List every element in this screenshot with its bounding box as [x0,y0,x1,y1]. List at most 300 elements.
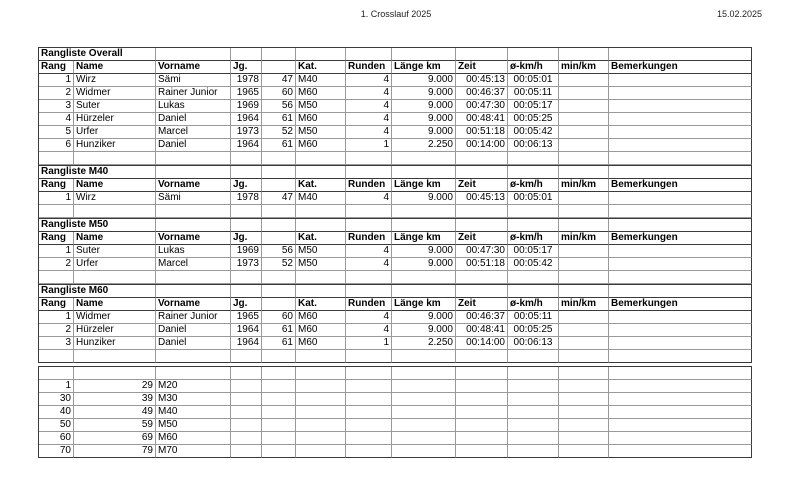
cell-kat: M60 [296,337,346,350]
cell-laenge-km: 9.000 [392,311,456,324]
result-row [39,245,752,258]
cell-zeit: 00:45:13 [456,74,508,87]
empty-cell [296,350,346,363]
empty-cell [456,271,508,284]
cell-rang: 6 [39,139,74,152]
empty-cell [392,271,456,284]
cell-category: M30 [156,393,231,406]
empty-cell [559,380,609,393]
cell-laenge-km: 9.000 [392,87,456,100]
table-title-row [39,284,752,298]
header-avg-pace: ø-km/h [508,179,559,192]
empty-cell [346,406,392,419]
cell-laenge-km: 9.000 [392,126,456,139]
empty-cell [296,219,346,232]
cell-name: Hürzeler [74,324,156,337]
empty-cell [508,393,559,406]
header-zeit: Zeit [456,298,508,311]
cell-avg-pace: 00:05:17 [508,245,559,258]
empty-cell [559,350,609,363]
empty-cell [508,48,559,61]
cell-laenge-km: 9.000 [392,324,456,337]
table-title-row [39,48,752,61]
cell-alter: 61 [262,324,296,337]
empty-cell [392,219,456,232]
empty-cell [559,406,609,419]
header-name: Name [74,179,156,192]
header-jg: Jg. [231,298,262,311]
cell-age-from: 30 [39,393,74,406]
empty-cell [609,445,752,458]
cell-zeit: 00:51:18 [456,126,508,139]
cell-name: Hürzeler [74,113,156,126]
empty-cell [346,152,392,165]
cell-vorname: Sämi [156,192,231,205]
cell-bemerkungen [609,192,752,205]
cell-rang: 2 [39,258,74,271]
empty-cell [296,271,346,284]
empty-cell [508,380,559,393]
cell-rang: 2 [39,324,74,337]
header-min-km: min/km [559,232,609,245]
cell-rang: 1 [39,192,74,205]
cell-jg: 1978 [231,192,262,205]
empty-cell [231,432,262,445]
header-avg-pace: ø-km/h [508,61,559,74]
empty-cell [262,219,296,232]
empty-cell [559,393,609,406]
empty-cell [296,166,346,179]
empty-cell [392,205,456,218]
empty-cell [559,445,609,458]
empty-cell [39,205,74,218]
empty-cell [39,152,74,165]
cell-avg-pace: 00:05:25 [508,324,559,337]
empty-cell [609,393,752,406]
empty-cell [296,432,346,445]
empty-cell [559,152,609,165]
cell-kat: M60 [296,311,346,324]
empty-cell [456,285,508,298]
empty-cell [262,393,296,406]
empty-cell [508,367,559,380]
cell-kat: M50 [296,126,346,139]
empty-cell [456,219,508,232]
empty-cell [346,285,392,298]
cell-jg: 1964 [231,139,262,152]
header-jg: Jg. [231,179,262,192]
cell-kat: M40 [296,74,346,87]
empty-cell [456,380,508,393]
empty-cell [456,367,508,380]
empty-cell [456,48,508,61]
cell-zeit: 00:47:30 [456,245,508,258]
header-vorname: Vorname [156,232,231,245]
header-bemerkungen: Bemerkungen [609,179,752,192]
cell-min-km [559,311,609,324]
cell-name: Widmer [74,87,156,100]
header-alter [262,232,296,245]
cell-laenge-km: 9.000 [392,74,456,87]
category-row [39,432,752,445]
empty-cell [346,350,392,363]
cell-kat: M60 [296,113,346,126]
cell-laenge-km: 2.250 [392,337,456,350]
empty-cell [231,419,262,432]
table-title: Rangliste M40 [39,166,156,179]
cell-age-from: 1 [39,380,74,393]
separator-row [39,367,752,380]
header-vorname: Vorname [156,179,231,192]
empty-cell [456,432,508,445]
empty-cell [262,48,296,61]
empty-cell [156,166,231,179]
cell-laenge-km: 9.000 [392,258,456,271]
cell-alter: 56 [262,245,296,258]
category-row [39,419,752,432]
cell-kat: M50 [296,258,346,271]
header-jg: Jg. [231,232,262,245]
category-row [39,380,752,393]
cell-avg-pace: 00:06:13 [508,139,559,152]
cell-jg: 1973 [231,126,262,139]
empty-cell [346,166,392,179]
empty-cell [456,152,508,165]
table-title: Rangliste M60 [39,285,156,298]
cell-alter: 61 [262,337,296,350]
empty-cell [296,393,346,406]
header-kat: Kat. [296,232,346,245]
empty-cell [231,219,262,232]
empty-cell [39,271,74,284]
header-rang: Rang [39,298,74,311]
cell-bemerkungen [609,245,752,258]
empty-cell [231,48,262,61]
result-row [39,87,752,100]
empty-cell [346,380,392,393]
header-min-km: min/km [559,61,609,74]
result-row [39,311,752,324]
cell-vorname: Lukas [156,245,231,258]
cell-jg: 1978 [231,74,262,87]
cell-alter: 52 [262,258,296,271]
empty-cell [231,367,262,380]
cell-runden: 4 [346,311,392,324]
header-bemerkungen: Bemerkungen [609,298,752,311]
empty-cell [508,350,559,363]
header-zeit: Zeit [456,179,508,192]
table-title-row [39,165,752,179]
empty-cell [39,367,74,380]
cell-min-km [559,258,609,271]
empty-cell [156,271,231,284]
empty-cell [609,48,752,61]
empty-cell [262,380,296,393]
empty-cell [39,350,74,363]
cell-kat: M60 [296,87,346,100]
cell-category: M70 [156,445,231,458]
cell-zeit: 00:48:41 [456,113,508,126]
cell-runden: 4 [346,74,392,87]
empty-cell [392,406,456,419]
document-title: 1. Crosslauf 2025 [360,9,432,19]
empty-cell [609,219,752,232]
empty-cell [262,350,296,363]
header-rang: Rang [39,232,74,245]
empty-cell [559,432,609,445]
header-avg-pace: ø-km/h [508,298,559,311]
empty-cell [156,367,231,380]
cell-age-to: 69 [74,432,156,445]
cell-jg: 1965 [231,311,262,324]
cell-vorname: Daniel [156,324,231,337]
cell-avg-pace: 00:05:11 [508,87,559,100]
result-row [39,192,752,205]
empty-cell [508,166,559,179]
cell-runden: 4 [346,87,392,100]
cell-name: Widmer [74,311,156,324]
cell-jg: 1964 [231,324,262,337]
cell-jg: 1969 [231,100,262,113]
cell-avg-pace: 00:05:01 [508,192,559,205]
header-laenge-km: Länge km [392,61,456,74]
empty-cell [346,393,392,406]
cell-runden: 4 [346,245,392,258]
cell-bemerkungen [609,113,752,126]
cell-kat: M40 [296,192,346,205]
cell-age-to: 29 [74,380,156,393]
cell-avg-pace: 00:05:01 [508,74,559,87]
header-min-km: min/km [559,179,609,192]
cell-vorname: Daniel [156,139,231,152]
cell-runden: 4 [346,100,392,113]
empty-cell [231,445,262,458]
result-row [39,100,752,113]
cell-category: M60 [156,432,231,445]
result-row [39,324,752,337]
empty-cell [456,445,508,458]
empty-cell [231,205,262,218]
header-runden: Runden [346,179,392,192]
category-row [39,445,752,458]
empty-cell [346,432,392,445]
header-kat: Kat. [296,298,346,311]
empty-cell [346,205,392,218]
empty-cell [296,406,346,419]
cell-alter: 61 [262,139,296,152]
empty-cell [346,367,392,380]
cell-bemerkungen [609,139,752,152]
cell-alter: 47 [262,74,296,87]
empty-cell [559,419,609,432]
cell-avg-pace: 00:05:42 [508,258,559,271]
header-rang: Rang [39,179,74,192]
empty-cell [262,271,296,284]
separator-row [39,205,752,218]
cell-zeit: 00:45:13 [456,192,508,205]
cell-min-km [559,324,609,337]
cell-name: Suter [74,100,156,113]
cell-zeit: 00:47:30 [456,100,508,113]
cell-avg-pace: 00:05:17 [508,100,559,113]
cell-name: Wirz [74,74,156,87]
empty-cell [609,432,752,445]
cell-vorname: Lukas [156,100,231,113]
result-row [39,258,752,271]
empty-cell [456,393,508,406]
cell-min-km [559,113,609,126]
cell-jg: 1964 [231,337,262,350]
empty-cell [296,152,346,165]
cell-zeit: 00:14:00 [456,139,508,152]
table-header-row [39,61,752,74]
empty-cell [262,367,296,380]
empty-cell [156,219,231,232]
empty-cell [262,205,296,218]
cell-alter: 61 [262,113,296,126]
empty-cell [156,48,231,61]
empty-cell [346,48,392,61]
header-kat: Kat. [296,179,346,192]
cell-name: Hunziker [74,337,156,350]
empty-cell [609,166,752,179]
cell-vorname: Sämi [156,74,231,87]
result-row [39,139,752,152]
cell-name: Wirz [74,192,156,205]
empty-cell [262,419,296,432]
empty-cell [559,271,609,284]
empty-cell [346,445,392,458]
empty-cell [609,367,752,380]
empty-cell [262,445,296,458]
header-laenge-km: Länge km [392,232,456,245]
table-header-row [39,298,752,311]
empty-cell [508,219,559,232]
empty-cell [262,406,296,419]
cell-runden: 4 [346,192,392,205]
empty-cell [456,406,508,419]
cell-age-to: 39 [74,393,156,406]
empty-cell [231,350,262,363]
empty-cell [392,350,456,363]
document-date: 15.02.2025 [716,9,762,19]
header-bemerkungen: Bemerkungen [609,61,752,74]
empty-cell [456,350,508,363]
header-jg: Jg. [231,61,262,74]
empty-cell [156,285,231,298]
cell-kat: M50 [296,245,346,258]
table-header-row [39,232,752,245]
cell-zeit: 00:48:41 [456,324,508,337]
separator-row [39,271,752,284]
empty-cell [559,367,609,380]
empty-cell [156,350,231,363]
cell-jg: 1965 [231,87,262,100]
cell-min-km [559,245,609,258]
table-title-row [39,218,752,232]
cell-vorname: Rainer Junior [156,87,231,100]
empty-cell [508,432,559,445]
header-vorname: Vorname [156,61,231,74]
empty-cell [609,380,752,393]
empty-cell [74,205,156,218]
header-avg-pace: ø-km/h [508,232,559,245]
empty-cell [262,152,296,165]
cell-vorname: Rainer Junior [156,311,231,324]
empty-cell [231,406,262,419]
cell-vorname: Daniel [156,337,231,350]
empty-cell [296,380,346,393]
empty-cell [392,445,456,458]
cell-laenge-km: 2.250 [392,139,456,152]
cell-vorname: Marcel [156,126,231,139]
empty-cell [392,285,456,298]
empty-cell [508,205,559,218]
empty-cell [392,367,456,380]
header-kat: Kat. [296,61,346,74]
empty-cell [609,419,752,432]
empty-cell [156,205,231,218]
cell-min-km [559,337,609,350]
cell-min-km [559,192,609,205]
cell-jg: 1969 [231,245,262,258]
cell-min-km [559,100,609,113]
table-header-row [39,179,752,192]
header-runden: Runden [346,298,392,311]
cell-category: M50 [156,419,231,432]
cell-bemerkungen [609,100,752,113]
empty-cell [508,285,559,298]
header-rang: Rang [39,61,74,74]
cell-bemerkungen [609,337,752,350]
cell-age-from: 70 [39,445,74,458]
cell-bemerkungen [609,258,752,271]
header-laenge-km: Länge km [392,298,456,311]
empty-cell [609,406,752,419]
cell-runden: 4 [346,126,392,139]
empty-cell [508,271,559,284]
empty-cell [296,48,346,61]
empty-cell [262,432,296,445]
cell-rang: 1 [39,74,74,87]
empty-cell [609,350,752,363]
cell-rang: 2 [39,87,74,100]
cell-min-km [559,74,609,87]
category-row [39,406,752,419]
empty-cell [508,445,559,458]
empty-cell [559,219,609,232]
empty-cell [231,380,262,393]
cell-alter: 47 [262,192,296,205]
empty-cell [392,419,456,432]
cell-age-to: 49 [74,406,156,419]
empty-cell [508,406,559,419]
cell-zeit: 00:46:37 [456,87,508,100]
cell-avg-pace: 00:05:11 [508,311,559,324]
empty-cell [609,205,752,218]
cell-zeit: 00:14:00 [456,337,508,350]
cell-min-km [559,126,609,139]
result-row [39,126,752,139]
cell-alter: 60 [262,311,296,324]
empty-cell [231,285,262,298]
header-runden: Runden [346,61,392,74]
header-zeit: Zeit [456,232,508,245]
empty-cell [296,445,346,458]
cell-name: Suter [74,245,156,258]
category-row [39,393,752,406]
cell-rang: 4 [39,113,74,126]
